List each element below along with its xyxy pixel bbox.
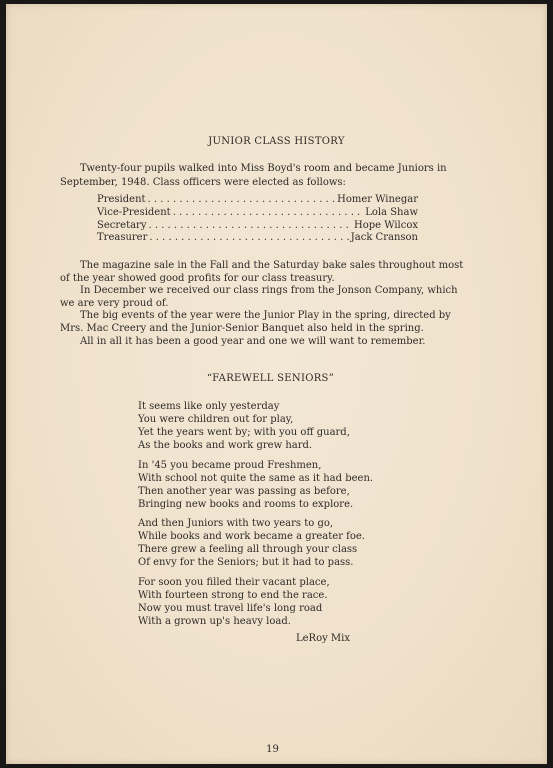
poem-line: And then Juniors with two years to go, (138, 518, 334, 529)
body-line: Mrs. Mac Creery and the Junior-Senior Banquet also held in the spring. (60, 322, 424, 334)
body-line: In December we received our class rings from the Jonson Company, which (80, 285, 458, 297)
poem-line: Of envy for the Seniors; but it had to pass. (138, 557, 354, 568)
body-line: The big events of the year were the Junior Play in the spring, directed by (80, 310, 451, 322)
poem-line: Bringing new books and rooms to explore. (138, 499, 354, 510)
officer-role: President (97, 194, 146, 205)
body-line: we are very proud of. (60, 297, 169, 309)
officer-row (97, 194, 418, 207)
poem-stanza (138, 400, 350, 452)
poem-stanza (138, 576, 330, 628)
leader-dots (149, 232, 348, 245)
leader-dots (148, 194, 336, 207)
poem-line: You were children out for play, (138, 414, 294, 425)
page-number: 19 (266, 744, 279, 755)
officers-list (97, 194, 418, 245)
body-line: All in all it has been a good year and one we will want to remember. (80, 335, 426, 347)
yearbook-page (6, 4, 547, 764)
officer-name: Homer Winegar (337, 194, 418, 205)
poem-line: Then another year was passing as before, (138, 486, 350, 497)
body-line: of the year showed good profits for our class treasury. (60, 272, 335, 284)
poem-line: With school not quite the same as it had been. (138, 473, 374, 484)
poem-author: LeRoy Mix (296, 633, 351, 644)
officer-row (97, 232, 418, 245)
poem-stanza (138, 517, 365, 569)
poem-line: With fourteen strong to end the race. (138, 590, 328, 601)
officer-name: Hope Wilcox (354, 219, 418, 231)
officer-row (97, 220, 418, 233)
history-body (60, 260, 470, 348)
poem-line: Now you must travel life's long road (138, 603, 323, 614)
history-title: JUNIOR CLASS HISTORY (208, 136, 345, 147)
leader-dots (173, 207, 364, 220)
officer-name: Lola Shaw (365, 206, 418, 218)
poem-title: “FAREWELL SENIORS” (206, 373, 335, 384)
intro-line: Twenty-four pupils walked into Miss Boyd's room and became Juniors in (80, 163, 447, 174)
history-intro (60, 162, 470, 189)
poem-line: It seems like only yesterday (138, 401, 280, 412)
leader-dots (148, 220, 352, 233)
poem-line: With a grown up's heavy load. (138, 616, 291, 627)
officer-role: Treasurer (97, 232, 148, 244)
officer-name: Jack Cranson (350, 232, 418, 244)
officer-role: Secretary (97, 219, 147, 231)
poem-line: Yet the years went by; with you off guard, (138, 427, 350, 438)
poem-line: For soon you filled their vacant place, (138, 577, 330, 588)
poem-line: As the books and work grew hard. (138, 440, 313, 451)
intro-line: September, 1948. Class officers were elected as follows: (60, 176, 346, 188)
poem-line: While books and work became a greater foe. (138, 531, 365, 542)
poem-stanza (138, 459, 373, 511)
poem-line: In '45 you became proud Freshmen, (138, 460, 322, 471)
poem-line: There grew a feeling all through your class (138, 544, 358, 555)
officer-role: Vice-President (97, 206, 171, 218)
officer-row (97, 207, 418, 220)
body-line: The magazine sale in the Fall and the Saturday bake sales throughout most (80, 260, 464, 271)
